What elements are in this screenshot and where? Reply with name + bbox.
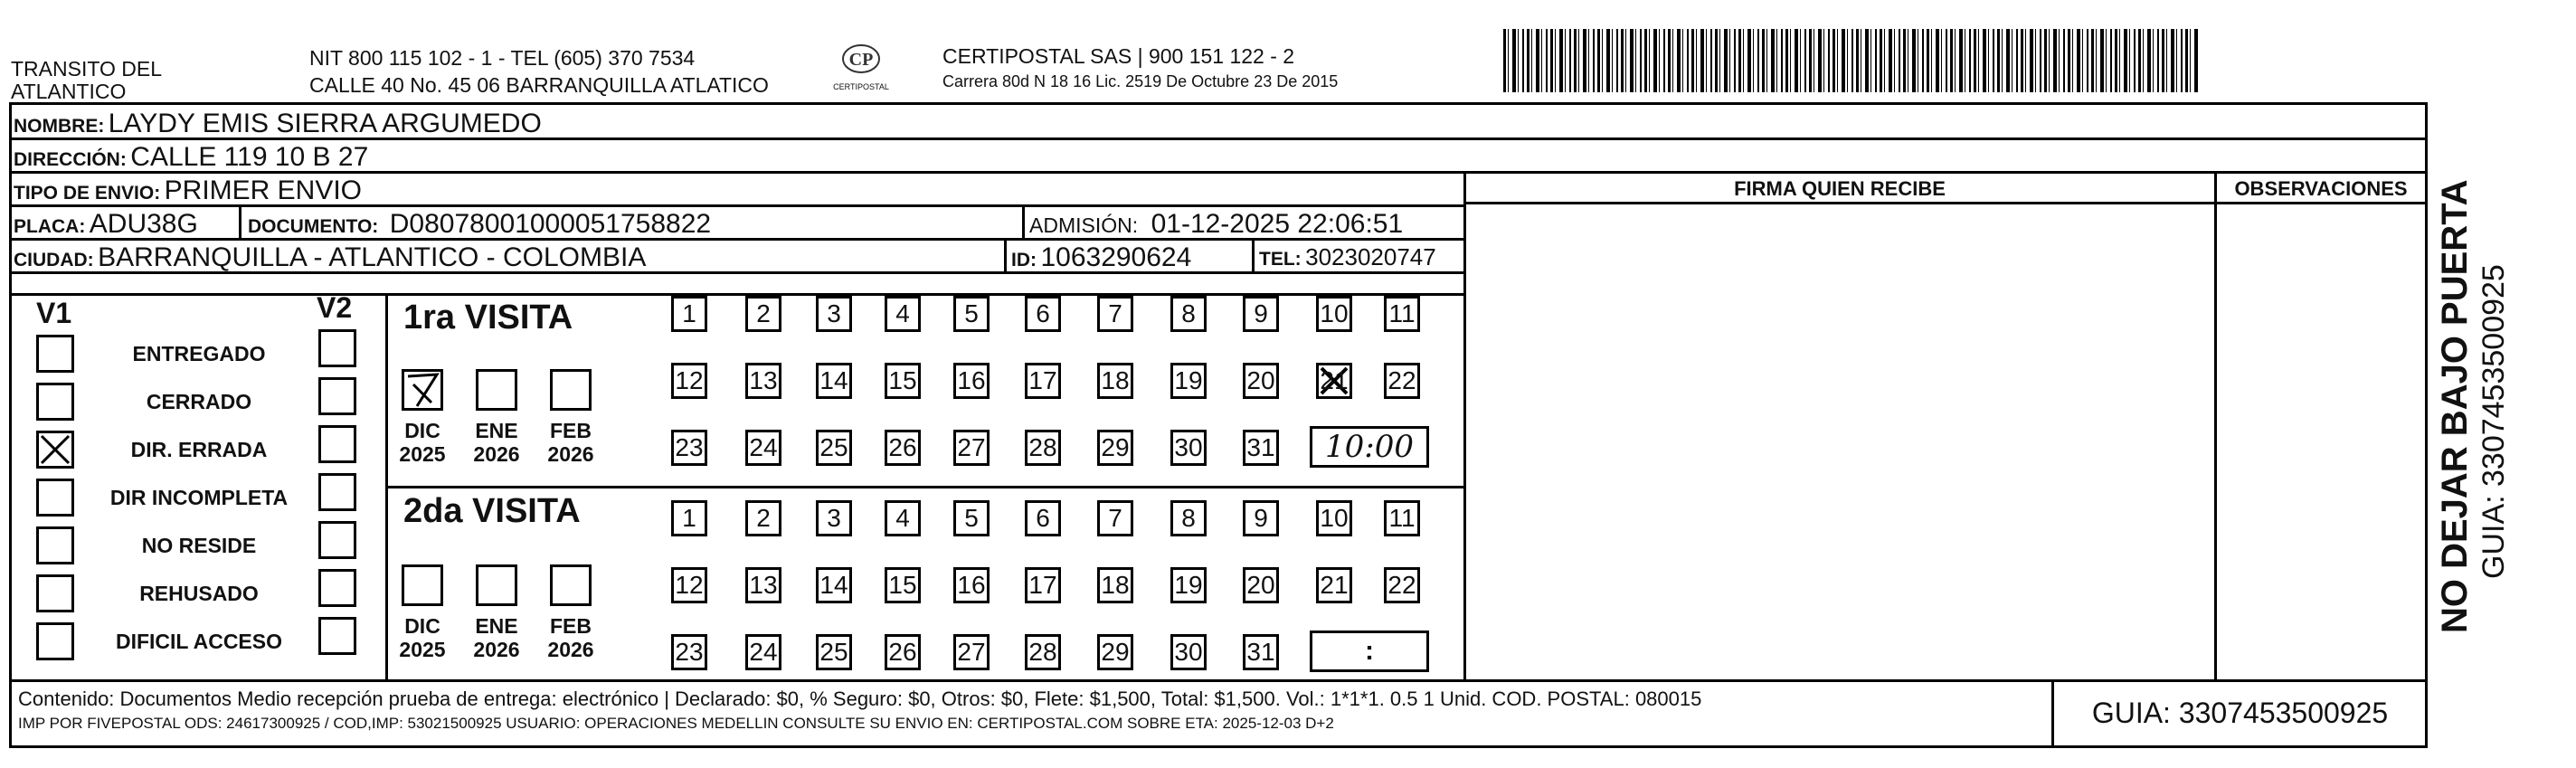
day-box[interactable]: 29 — [1097, 430, 1133, 466]
month-label: FEB — [550, 614, 592, 638]
side-guia: GUIA: 3307453500925 — [2477, 264, 2511, 579]
status-v1-checkbox[interactable] — [36, 574, 74, 612]
day-box[interactable]: 18 — [1097, 363, 1133, 399]
status-label: REHUSADO — [139, 582, 259, 605]
admision-label: ADMISIÓN: — [1029, 213, 1139, 237]
day-box[interactable]: 8 — [1170, 500, 1207, 536]
tel-field — [1259, 241, 1436, 278]
status-visits-section — [11, 274, 1465, 682]
row-nombre — [11, 107, 2428, 140]
row-tipo — [11, 174, 1465, 207]
day-box[interactable]: 17 — [1025, 363, 1061, 399]
month-label: DIC — [404, 614, 440, 638]
year-label: 2026 — [473, 638, 520, 661]
day-box[interactable] — [1316, 363, 1352, 399]
divider — [1252, 241, 1255, 274]
tipo-value: PRIMER ENVIO — [164, 175, 363, 205]
day-box[interactable]: 18 — [1097, 567, 1133, 603]
svg-text:CP: CP — [848, 50, 874, 70]
visit-time-box[interactable]: : — [1310, 631, 1429, 672]
admision-value: 01-12-2025 22:06:51 — [1151, 209, 1404, 239]
day-box[interactable]: 30 — [1170, 430, 1207, 466]
year-label: 2025 — [399, 442, 446, 466]
day-box[interactable]: 19 — [1170, 567, 1207, 603]
day-box[interactable]: 10 — [1316, 296, 1352, 332]
day-box[interactable]: 15 — [885, 567, 921, 603]
month-checkbox-feb[interactable] — [550, 564, 592, 606]
month-checkbox-dic[interactable] — [402, 369, 443, 411]
day-box[interactable]: 2 — [745, 500, 781, 536]
year-label: 2026 — [547, 442, 594, 466]
day-box[interactable]: 11 — [1384, 500, 1420, 536]
month-checkbox-ene[interactable] — [476, 564, 517, 606]
day-number: 21 — [1320, 366, 1349, 394]
month-label: ENE — [475, 419, 518, 442]
day-box[interactable]: 3 — [816, 296, 852, 332]
status-v2-checkbox[interactable] — [318, 329, 356, 367]
status-v1-checkbox[interactable] — [36, 431, 74, 469]
status-v1-checkbox[interactable] — [36, 383, 74, 421]
day-box[interactable]: 25 — [816, 634, 852, 670]
status-v1-checkbox[interactable] — [36, 479, 74, 517]
signature-area[interactable] — [1465, 204, 2214, 682]
placa-value: ADU38G — [89, 209, 198, 239]
visit-time-box[interactable]: 10:00 — [1310, 426, 1429, 468]
company-license: Carrera 80d N 18 16 Lic. 2519 De Octubre 23 De 2015 — [942, 72, 1339, 90]
day-box[interactable]: 8 — [1170, 296, 1207, 332]
day-box[interactable]: 3 — [816, 500, 852, 536]
day-box[interactable]: 25 — [816, 430, 852, 466]
year-label: 2025 — [399, 638, 446, 661]
documento-label: DOCUMENTO: — [248, 216, 379, 237]
placa-label: PLACA: — [14, 216, 86, 237]
row-placa — [11, 207, 1465, 241]
status-v2-checkbox[interactable] — [318, 521, 356, 559]
status-v1-checkbox[interactable] — [36, 622, 74, 660]
admision-field — [1029, 207, 1403, 245]
day-box[interactable]: 10 — [1316, 500, 1352, 536]
month-label: FEB — [550, 419, 592, 442]
day-box[interactable]: 7 — [1097, 296, 1133, 332]
observaciones-heading: OBSERVACIONES — [2234, 177, 2408, 200]
documento-value: D08078001000051758822 — [389, 209, 712, 239]
row-ciudad — [11, 241, 1465, 274]
first-visit-title: 1ra VISITA — [403, 299, 573, 337]
footer-imp: IMP POR FIVEPOSTAL ODS: 24617300925 / COD,IMP: 53021500925 USUARIO: OPERACIONES MEDELLIN CONSULTE SU ENVIO EN: CERTIPOSTAL.COM SOBRE ETA: 2025-12-03 D+2 — [18, 715, 1334, 732]
day-box[interactable]: 14 — [816, 363, 852, 399]
day-box[interactable]: 21 — [1316, 567, 1352, 603]
status-v2-checkbox[interactable] — [318, 377, 356, 415]
agency-line-2: ATLANTICO — [11, 80, 127, 103]
divider — [1004, 241, 1007, 274]
company-name: CERTIPOSTAL SAS | 900 151 122 - 2 — [942, 44, 1295, 68]
day-box[interactable]: 27 — [953, 430, 990, 466]
day-box[interactable]: 23 — [671, 634, 707, 670]
tipo-label: TIPO DE ENVIO: — [14, 183, 161, 204]
agency-nit: NIT 800 115 102 - 1 - TEL (605) 370 7534 — [309, 46, 696, 70]
day-box[interactable]: 13 — [745, 363, 781, 399]
status-label: DIFICIL ACCESO — [115, 630, 282, 653]
nombre-field — [14, 107, 542, 145]
year-label: 2026 — [547, 638, 594, 661]
observations-area[interactable] — [2217, 204, 2425, 682]
day-box[interactable]: 9 — [1243, 296, 1279, 332]
id-value: 1063290624 — [1040, 242, 1192, 272]
nombre-value: LAYDY EMIS SIERRA ARGUMEDO — [108, 109, 542, 138]
barcode — [1503, 29, 2200, 92]
tipo-field — [14, 174, 362, 212]
day-box[interactable]: 24 — [745, 634, 781, 670]
year-label: 2026 — [473, 442, 520, 466]
row-direccion — [11, 140, 2428, 174]
v2-label: V2 — [317, 291, 353, 324]
divider — [1022, 207, 1025, 241]
firma-heading: FIRMA QUIEN RECIBE — [1734, 177, 1946, 200]
agency-contact — [309, 47, 769, 97]
status-v2-checkbox[interactable] — [318, 473, 356, 511]
direccion-value: CALLE 119 10 B 27 — [130, 142, 369, 172]
ciudad-label: CIUDAD: — [14, 250, 94, 270]
month-label: ENE — [475, 614, 518, 638]
day-box[interactable]: 26 — [885, 634, 921, 670]
status-v1-checkbox[interactable] — [36, 335, 74, 373]
day-box[interactable]: 22 — [1384, 363, 1420, 399]
day-box[interactable]: 27 — [953, 634, 990, 670]
v1-label: V1 — [36, 297, 72, 329]
day-box[interactable]: 1 — [671, 296, 707, 332]
status-v2-checkbox[interactable] — [318, 617, 356, 655]
direccion-label: DIRECCIÓN: — [14, 149, 127, 170]
month-checkbox-ene[interactable] — [476, 369, 517, 411]
status-bottom-border — [11, 679, 1463, 682]
day-box[interactable]: 22 — [1384, 567, 1420, 603]
ciudad-value: BARRANQUILLA - ATLANTICO - COLOMBIA — [98, 242, 647, 272]
day-box[interactable]: 30 — [1170, 634, 1207, 670]
day-box[interactable]: 4 — [885, 296, 921, 332]
x-mark-icon — [39, 433, 71, 466]
id-label: ID: — [1011, 250, 1037, 270]
day-box[interactable]: 13 — [745, 567, 781, 603]
status-label: NO RESIDE — [141, 534, 257, 557]
day-box[interactable]: 26 — [885, 430, 921, 466]
day-box[interactable]: 29 — [1097, 634, 1133, 670]
tel-label: TEL: — [1259, 249, 1302, 270]
day-box[interactable]: 20 — [1243, 567, 1279, 603]
month-checkbox-dic[interactable] — [402, 564, 443, 606]
status-label: CERRADO — [146, 390, 252, 413]
nombre-label: NOMBRE: — [14, 116, 105, 137]
day-box[interactable]: 11 — [1384, 296, 1420, 332]
ciudad-field — [14, 241, 646, 279]
status-label: ENTREGADO — [132, 342, 266, 365]
day-box[interactable]: 20 — [1243, 363, 1279, 399]
day-box[interactable]: 9 — [1243, 500, 1279, 536]
status-v2-checkbox[interactable] — [318, 569, 356, 607]
agency-name — [11, 58, 162, 103]
second-visit-title: 2da VISITA — [403, 492, 581, 530]
logo-emblem-icon — [841, 43, 881, 74]
day-box[interactable]: 31 — [1243, 634, 1279, 670]
day-box[interactable]: 12 — [671, 567, 707, 603]
footer-top-border — [1463, 679, 2428, 682]
status-label: DIR. ERRADA — [130, 438, 268, 461]
day-box[interactable]: 31 — [1243, 430, 1279, 466]
footer-divider — [2051, 682, 2054, 745]
footer-contenido: Contenido: Documentos Medio recepción prueba de entrega: electrónico | Declarado: $0, % Seguro: $0, Otros: $0, Flete: $1,500, Total: $1,500. Vol.: 1*1*1. 0.5 1 Unid. COD. POSTAL: 080015 — [18, 687, 1702, 710]
day-box[interactable]: 6 — [1025, 500, 1061, 536]
tel-value: 3023020747 — [1305, 243, 1436, 270]
day-box[interactable]: 12 — [671, 363, 707, 399]
status-label: DIR INCOMPLETA — [109, 486, 289, 509]
day-box[interactable]: 28 — [1025, 634, 1061, 670]
day-box[interactable]: 1 — [671, 500, 707, 536]
day-box[interactable]: 6 — [1025, 296, 1061, 332]
day-box[interactable]: 4 — [885, 500, 921, 536]
day-box[interactable]: 24 — [745, 430, 781, 466]
side-warning: NO DEJAR BAJO PUERTA — [2435, 179, 2475, 633]
id-field — [1011, 241, 1191, 279]
day-box[interactable]: 15 — [885, 363, 921, 399]
logo-text: CERTIPOSTAL — [833, 82, 889, 91]
day-box[interactable]: 2 — [745, 296, 781, 332]
check-mark-icon — [404, 372, 440, 408]
placa-field — [14, 207, 198, 245]
day-box[interactable]: 19 — [1170, 363, 1207, 399]
day-box[interactable]: 28 — [1025, 430, 1061, 466]
status-v2-checkbox[interactable] — [318, 425, 356, 463]
day-box[interactable]: 5 — [953, 500, 990, 536]
day-box[interactable]: 16 — [953, 363, 990, 399]
divider — [239, 207, 242, 241]
day-box[interactable]: 5 — [953, 296, 990, 332]
day-box[interactable]: 17 — [1025, 567, 1061, 603]
visits-divider — [385, 486, 1465, 488]
day-box[interactable]: 23 — [671, 430, 707, 466]
certipostal-logo — [825, 43, 897, 91]
month-label: DIC — [404, 419, 440, 442]
status-v1-checkbox[interactable] — [36, 526, 74, 564]
agency-line-1: TRANSITO DEL — [11, 57, 162, 81]
direccion-field — [14, 140, 368, 178]
day-box[interactable]: 16 — [953, 567, 990, 603]
day-box[interactable]: 14 — [816, 567, 852, 603]
day-box[interactable]: 7 — [1097, 500, 1133, 536]
documento-field — [248, 207, 711, 245]
month-checkbox-feb[interactable] — [550, 369, 592, 411]
footer-guia: GUIA: 3307453500925 — [2091, 697, 2389, 729]
agency-address: CALLE 40 No. 45 06 BARRANQUILLA ATLATICO — [309, 73, 769, 97]
